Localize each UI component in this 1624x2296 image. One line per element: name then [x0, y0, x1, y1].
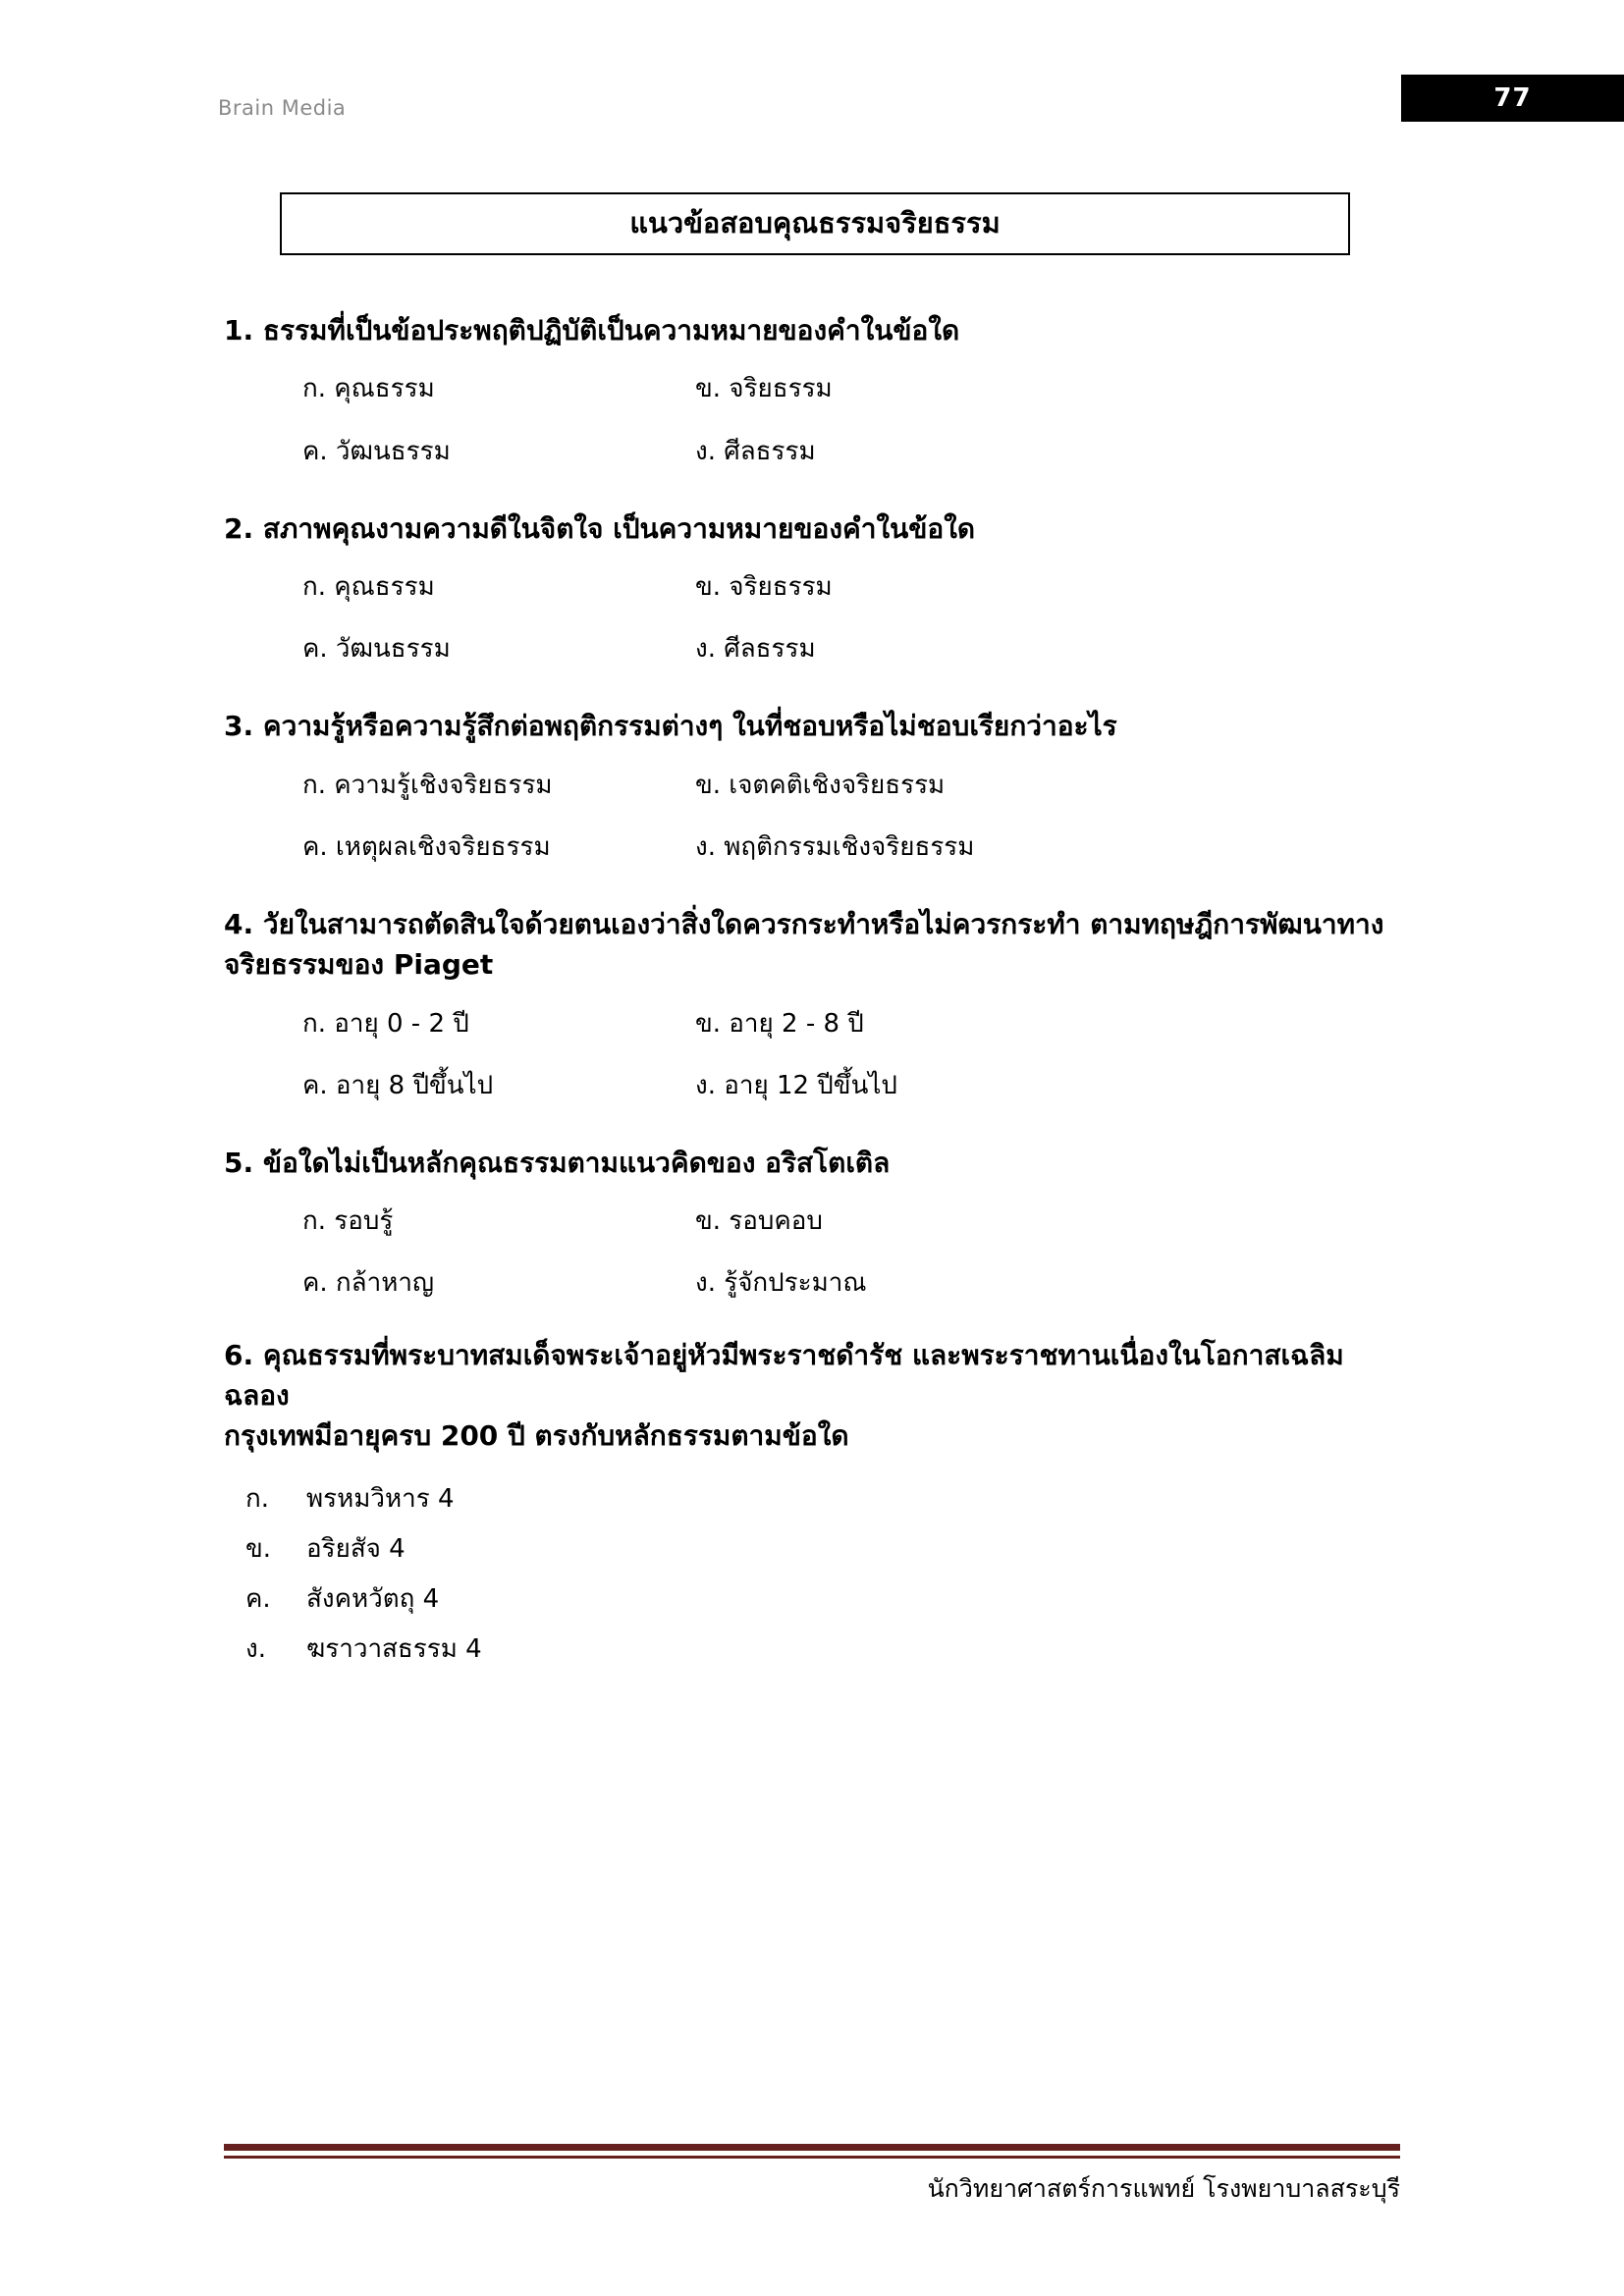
question-3	[224, 706, 1402, 865]
footer-rule-thick	[224, 2144, 1400, 2151]
question-6	[224, 1335, 1402, 1668]
question-6-choice-a[interactable]	[245, 1482, 1402, 1517]
question-3-choices	[302, 769, 1333, 865]
question-spacer	[224, 667, 1402, 706]
question-spacer	[224, 1302, 1402, 1335]
footer-affiliation-text: นักวิทยาศาสตร์การแพทย์ โรงพยาบาลสระบุรี	[927, 2174, 1400, 2203]
question-2	[224, 508, 1402, 667]
question-spacer	[224, 1103, 1402, 1143]
question-5-choice-a[interactable]: ก. รอบรู้	[302, 1206, 394, 1237]
question-2-choice-c[interactable]: ค. วัฒนธรรม	[302, 634, 451, 665]
question-4	[224, 904, 1402, 1103]
question-2-choice-d[interactable]: ง. ศีลธรรม	[695, 634, 816, 665]
question-6-choice-c[interactable]	[245, 1582, 1402, 1617]
exam-title-box	[280, 192, 1350, 255]
question-4-choice-a[interactable]: ก. อายุ 0 - 2 ปี	[302, 1008, 469, 1039]
question-6-stem-line-1: 6. คุณธรรมที่พระบาทสมเด็จพระเจ้าอยู่หัวมีพระราชดำรัช และพระราชทานเนื่องในโอกาสเฉลิมฉลอง	[224, 1338, 1344, 1412]
question-5-stem	[224, 1143, 1402, 1183]
question-2-choice-b[interactable]: ข. จริยธรรม	[695, 572, 833, 603]
question-6-choice-a-text: พรหมวิหาร 4	[306, 1483, 455, 1514]
question-6-choice-b-text: อริยสัจ 4	[306, 1533, 406, 1564]
question-5	[224, 1143, 1402, 1302]
question-1-choice-d[interactable]: ง. ศีลธรรม	[695, 436, 816, 466]
question-5-choices	[302, 1204, 1333, 1301]
questions-container	[224, 310, 1402, 1682]
question-4-stem-line-1: 4. วัยในสามารถตัดสินใจด้วยตนเองว่าสิ่งใดควรกระทำหรือไม่ควรกระทำ ตามทฤษฎีการพัฒนาทาง	[224, 907, 1384, 940]
question-2-choices	[302, 570, 1333, 667]
question-4-choice-b[interactable]: ข. อายุ 2 - 8 ปี	[695, 1008, 864, 1039]
question-6-choice-c-marker: ค.	[245, 1584, 271, 1615]
question-6-choice-b[interactable]	[245, 1532, 1402, 1567]
question-6-choices	[245, 1482, 1402, 1667]
question-6-choice-b-marker: ข.	[245, 1533, 272, 1564]
question-5-choice-d[interactable]: ง. รู้จักประมาณ	[695, 1268, 867, 1299]
question-6-stem-line-2: กรุงเทพมีอายุครบ 200 ปี ตรงกับหลักธรรมตามข้อใด	[224, 1419, 849, 1453]
question-1-choice-c[interactable]: ค. วัฒนธรรม	[302, 436, 451, 466]
question-3-stem	[224, 706, 1402, 746]
question-3-choice-b[interactable]: ข. เจตคติเชิงจริยธรรม	[695, 770, 946, 800]
question-1-choices	[302, 372, 1333, 468]
question-3-choice-a[interactable]: ก. ความรู้เชิงจริยธรรม	[302, 770, 553, 800]
question-2-stem-line-1: 2. สภาพคุณงามความดีในจิตใจ เป็นความหมายของคำในข้อใด	[224, 511, 976, 545]
footer-rule-thin	[224, 2156, 1400, 2159]
header-brand-label: Brain Media	[218, 96, 347, 120]
question-6-choice-d[interactable]	[245, 1632, 1402, 1667]
question-1	[224, 310, 1402, 469]
question-4-choices	[302, 1007, 1333, 1103]
page-number-badge	[1401, 75, 1624, 122]
question-spacer	[224, 469, 1402, 508]
question-6-choice-d-text: ฆราวาสธรรม 4	[306, 1634, 482, 1665]
question-1-stem	[224, 310, 1402, 350]
exam-title-text: แนวข้อสอบคุณธรรมจริยธรรม	[629, 206, 1001, 240]
question-1-choice-b[interactable]: ข. จริยธรรม	[695, 374, 833, 404]
question-4-stem	[224, 904, 1402, 986]
question-4-stem-line-2: จริยธรรมของ Piaget	[224, 948, 494, 982]
question-6-choice-a-marker: ก.	[245, 1483, 270, 1514]
question-1-stem-line-1: 1. ธรรมที่เป็นข้อประพฤติปฏิบัติเป็นความหมายของคำในข้อใด	[224, 314, 960, 347]
question-6-stem	[224, 1335, 1402, 1457]
question-4-choice-d[interactable]: ง. อายุ 12 ปีขึ้นไป	[695, 1070, 897, 1100]
question-5-choice-b[interactable]: ข. รอบคอบ	[695, 1206, 823, 1237]
question-2-stem	[224, 508, 1402, 549]
question-5-choice-c[interactable]: ค. กล้าหาญ	[302, 1268, 435, 1299]
question-5-stem-line-1: 5. ข้อใดไม่เป็นหลักคุณธรรมตามแนวคิดของ อริสโตเติล	[224, 1146, 891, 1179]
question-4-choice-c[interactable]: ค. อายุ 8 ปีขึ้นไป	[302, 1070, 494, 1100]
question-6-choice-c-text: สังคหวัตถุ 4	[306, 1584, 440, 1615]
question-2-choice-a[interactable]: ก. คุณธรรม	[302, 572, 435, 603]
question-3-stem-line-1: 3. ความรู้หรือความรู้สึกต่อพฤติกรรมต่างๆ ในที่ชอบหรือไม่ชอบเรียกว่าอะไร	[224, 710, 1117, 743]
question-1-choice-a[interactable]: ก. คุณธรรม	[302, 374, 435, 404]
question-spacer	[224, 865, 1402, 904]
question-3-choice-c[interactable]: ค. เหตุผลเชิงจริยธรรม	[302, 831, 551, 862]
question-3-choice-d[interactable]: ง. พฤติกรรมเชิงจริยธรรม	[695, 831, 975, 862]
page-number-value: 77	[1493, 83, 1532, 113]
question-6-choice-d-marker: ง.	[245, 1634, 266, 1665]
